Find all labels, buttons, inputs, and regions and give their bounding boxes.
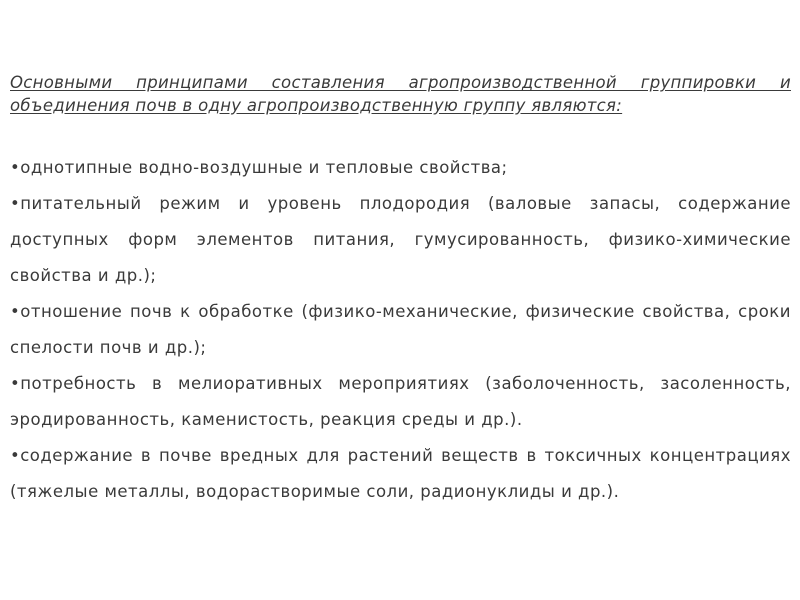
list-item-text: питательный режим и уровень плодородия (валовые запасы, содержание доступных форм элементов питания, гумусированность, физико-химические свойства и др.); (10, 194, 791, 285)
slide-content (10, 72, 791, 510)
list-item-text: отношение почв к обработке (физико-механические, физические свойства, сроки спелости почв и др.); (10, 302, 791, 357)
list-item-text: содержание в почве вредных для растений веществ в токсичных концентрациях (тяжелые металлы, водорастворимые соли, радионуклиды и др.). (10, 446, 791, 501)
list-item-text: потребность в мелиоративных мероприятиях (заболоченность, засоленность, эродированность, каменистость, реакция среды и др.). (10, 374, 791, 429)
list-item (10, 294, 791, 366)
bullet-icon: • (10, 374, 21, 393)
bullet-icon: • (10, 446, 21, 465)
list-item-text: однотипные водно-воздушные и тепловые свойства; (20, 158, 508, 177)
list-item (10, 150, 791, 186)
bullet-icon: • (10, 302, 21, 321)
bullet-icon: • (10, 158, 21, 177)
bullet-icon: • (10, 194, 21, 213)
list-item (10, 186, 791, 294)
list-item (10, 366, 791, 438)
principles-list (10, 150, 791, 510)
list-item (10, 438, 791, 510)
slide-heading: Основными принципами составления агропроизводственной группировки и объединения почв в одну агропроизводственную группу являются: (10, 73, 791, 115)
